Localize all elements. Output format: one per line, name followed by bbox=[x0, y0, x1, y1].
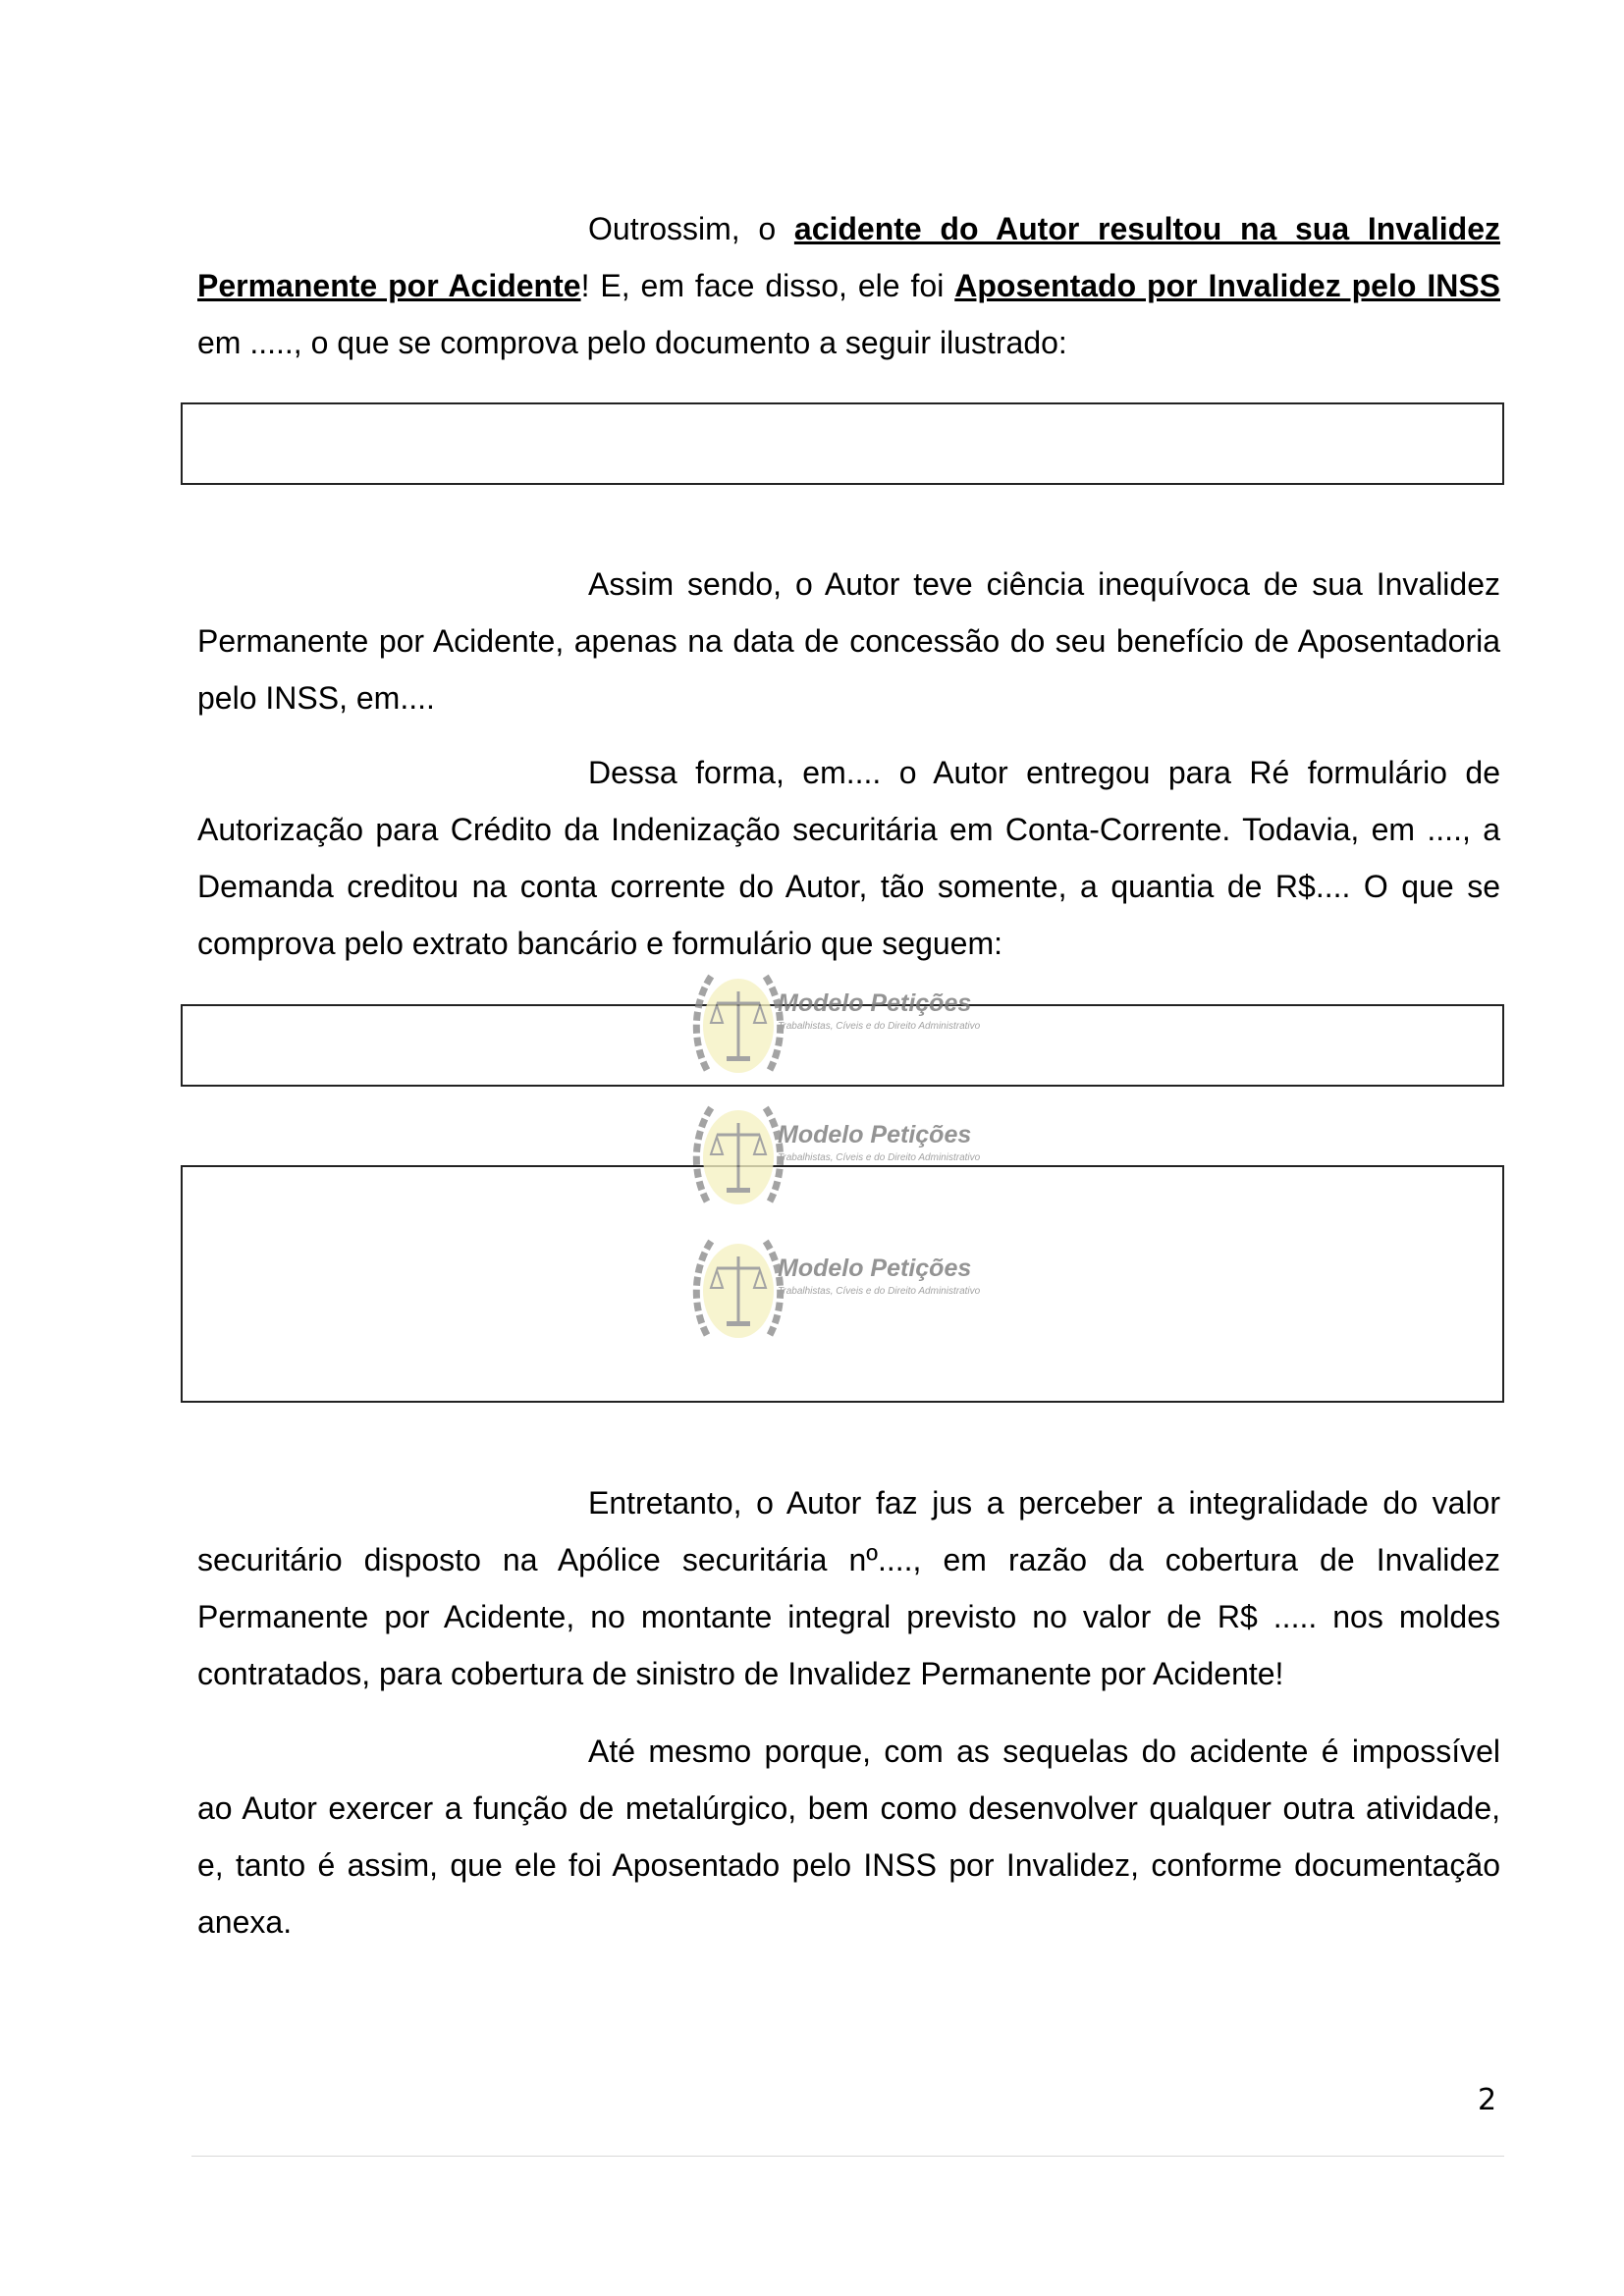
watermark-title: Modelo Petições bbox=[778, 989, 972, 1017]
paragraph-1-text-c: em ....., o que se comprova pelo documento a seguir ilustrado: bbox=[197, 325, 1067, 360]
paragraph-3 bbox=[197, 744, 1500, 972]
watermark-logo-2 bbox=[687, 1094, 981, 1221]
paragraph-4-text: Entretanto, o Autor faz jus a perceber a integralidade do valor securitário disposto na Apólice securitária nº...., em razão da cobertura de Invalidez Permanente por Acidente, no montante integral previsto no valor de R$ ..... nos moldes contratados, para cobertura de sinistro de Invalidez Permanente por Acidente! bbox=[197, 1485, 1500, 1691]
paragraph-1-text-a: Outrossim, o bbox=[588, 211, 794, 246]
scales-of-justice-laurel-icon bbox=[696, 974, 780, 1073]
scales-of-justice-laurel-icon bbox=[696, 1239, 780, 1338]
watermark-title: Modelo Petições bbox=[778, 1121, 972, 1148]
document-image-placeholder-1 bbox=[181, 402, 1504, 485]
watermark-title: Modelo Petições bbox=[778, 1255, 972, 1282]
watermark-subtitle: Trabalhistas, Cíveis e do Direito Administrativo bbox=[778, 1021, 981, 1032]
footer-divider bbox=[191, 2156, 1504, 2157]
paragraph-2 bbox=[197, 556, 1500, 726]
page-number: 2 bbox=[1478, 2083, 1497, 2117]
scales-of-justice-laurel-icon bbox=[696, 1105, 780, 1204]
paragraph-4 bbox=[197, 1474, 1500, 1702]
watermark-subtitle: Trabalhistas, Cíveis e do Direito Administrativo bbox=[778, 1286, 981, 1297]
paragraph-5 bbox=[197, 1723, 1500, 1950]
watermark-logo-1 bbox=[687, 962, 981, 1090]
paragraph-1-text-b: ! E, em face disso, ele foi bbox=[580, 268, 955, 303]
paragraph-1-emphasis-a: acidente do Autor resultou na sua Invalidez Permanente por Acidente bbox=[197, 211, 1501, 303]
paragraph-1-emphasis-b: Aposentado por Invalidez pelo INSS bbox=[954, 268, 1501, 303]
watermark-logo-3 bbox=[687, 1227, 981, 1355]
paragraph-2-text: Assim sendo, o Autor teve ciência inequívoca de sua Invalidez Permanente por Acidente, apenas na data de concessão do seu benefício de Aposentadoria pelo INSS, em.... bbox=[197, 566, 1500, 716]
paragraph-1 bbox=[197, 200, 1500, 371]
paragraph-5-text: Até mesmo porque, com as sequelas do acidente é impossível ao Autor exercer a função de metalúrgico, bem como desenvolver qualquer outra atividade, e, tanto é assim, que ele foi Aposentado pelo INSS por Invalidez, conforme documentação anexa. bbox=[197, 1734, 1500, 1940]
paragraph-3-text: Dessa forma, em.... o Autor entregou para Ré formulário de Autorização para Crédito da Indenização securitária em Conta-Corrente. Todavia, em ...., a Demanda creditou na conta corrente do Autor, tão somente, a quantia de R$.... O que se comprova pelo extrato bancário e formulário que seguem: bbox=[197, 755, 1500, 961]
watermark-subtitle: Trabalhistas, Cíveis e do Direito Administrativo bbox=[778, 1152, 981, 1163]
